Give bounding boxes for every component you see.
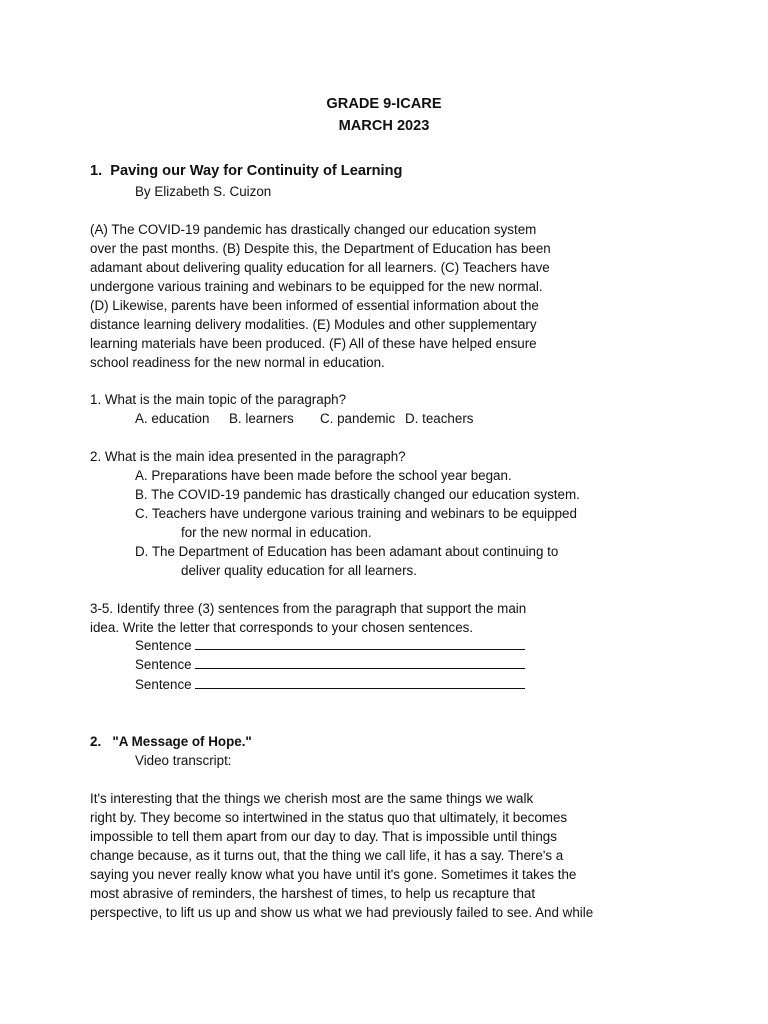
sentence-answer-line[interactable] bbox=[135, 655, 525, 674]
paragraph-line: (D) Likewise, parents have been informed of essential information about the bbox=[90, 298, 539, 313]
section2-subtitle: Video transcript: bbox=[135, 753, 232, 768]
transcript-line: right by. They become so intertwined in the status quo that ultimately, it becomes bbox=[90, 810, 568, 825]
transcript-line: It's interesting that the things we cherish most are the same things we walk bbox=[90, 791, 534, 806]
section2-heading bbox=[90, 732, 252, 751]
date-heading: MARCH 2023 bbox=[338, 118, 430, 134]
section2-title: "A Message of Hope." bbox=[112, 734, 252, 749]
option-a: A. Preparations have been made before the school year began. bbox=[135, 468, 512, 483]
paragraph-line: adamant about delivering quality education for all learners. (C) Teachers have bbox=[90, 260, 550, 275]
answer-blank[interactable] bbox=[195, 656, 525, 669]
section1-number: 1. bbox=[90, 163, 103, 179]
paragraph-line: (A) The COVID-19 pandemic has drastically changed our education system bbox=[90, 222, 537, 237]
paragraph-line: over the past months. (B) Despite this, the Department of Education has been bbox=[90, 241, 551, 256]
option-c: C. pandemic bbox=[320, 411, 396, 426]
option-d: D. teachers bbox=[405, 411, 474, 426]
answer-blank[interactable] bbox=[195, 637, 525, 650]
option-b: B. The COVID-19 pandemic has drastically changed our education system. bbox=[135, 487, 580, 502]
transcript-line: impossible to tell them apart from our day to day. That is impossible until things bbox=[90, 829, 557, 844]
option-c-continued: for the new normal in education. bbox=[181, 525, 372, 540]
paragraph-line: distance learning delivery modalities. (E) Modules and other supplementary bbox=[90, 317, 537, 332]
sentence-answer-line[interactable] bbox=[135, 675, 525, 694]
option-a: A. education bbox=[135, 411, 210, 426]
option-c: C. Teachers have undergone various training and webinars to be equipped bbox=[135, 506, 577, 521]
question-3-5-instruction-continued: idea. Write the letter that corresponds to your chosen sentences. bbox=[90, 620, 474, 635]
option-b: B. learners bbox=[229, 411, 294, 426]
question-3-5-instruction: 3-5. Identify three (3) sentences from the paragraph that support the main bbox=[90, 601, 527, 616]
option-d: D. The Department of Education has been adamant about continuing to bbox=[135, 544, 559, 559]
paragraph-line: learning materials have been produced. (F) All of these have helped ensure bbox=[90, 336, 537, 351]
question-1: 1. What is the main topic of the paragraph? bbox=[90, 392, 347, 407]
sentence-label: Sentence bbox=[135, 677, 192, 692]
paragraph-line: undergone various training and webinars to be equipped for the new normal. bbox=[90, 279, 543, 294]
option-d-continued: deliver quality education for all learners. bbox=[181, 563, 417, 578]
paragraph-line: school readiness for the new normal in education. bbox=[90, 355, 385, 370]
section1-author: By Elizabeth S. Cuizon bbox=[135, 184, 272, 199]
sentence-label: Sentence bbox=[135, 657, 192, 672]
question-2: 2. What is the main idea presented in the paragraph? bbox=[90, 449, 406, 464]
sentence-answer-line[interactable] bbox=[135, 636, 525, 655]
transcript-line: change because, as it turns out, that the thing we call life, it has a say. There's a bbox=[90, 848, 564, 863]
transcript-line: most abrasive of reminders, the harshest of times, to help us recapture that bbox=[90, 886, 536, 901]
section1-heading bbox=[90, 162, 402, 181]
transcript-line: saying you never really know what you have until it's gone. Sometimes it takes the bbox=[90, 867, 577, 882]
question-1-options bbox=[135, 409, 473, 428]
section1-title: Paving our Way for Continuity of Learning bbox=[110, 163, 403, 179]
section2-number: 2. bbox=[90, 734, 102, 749]
transcript-line: perspective, to lift us up and show us what we had previously failed to see. And while bbox=[90, 905, 594, 920]
grade-heading: GRADE 9-ICARE bbox=[326, 96, 442, 112]
answer-blank[interactable] bbox=[195, 676, 525, 689]
sentence-label: Sentence bbox=[135, 638, 192, 653]
